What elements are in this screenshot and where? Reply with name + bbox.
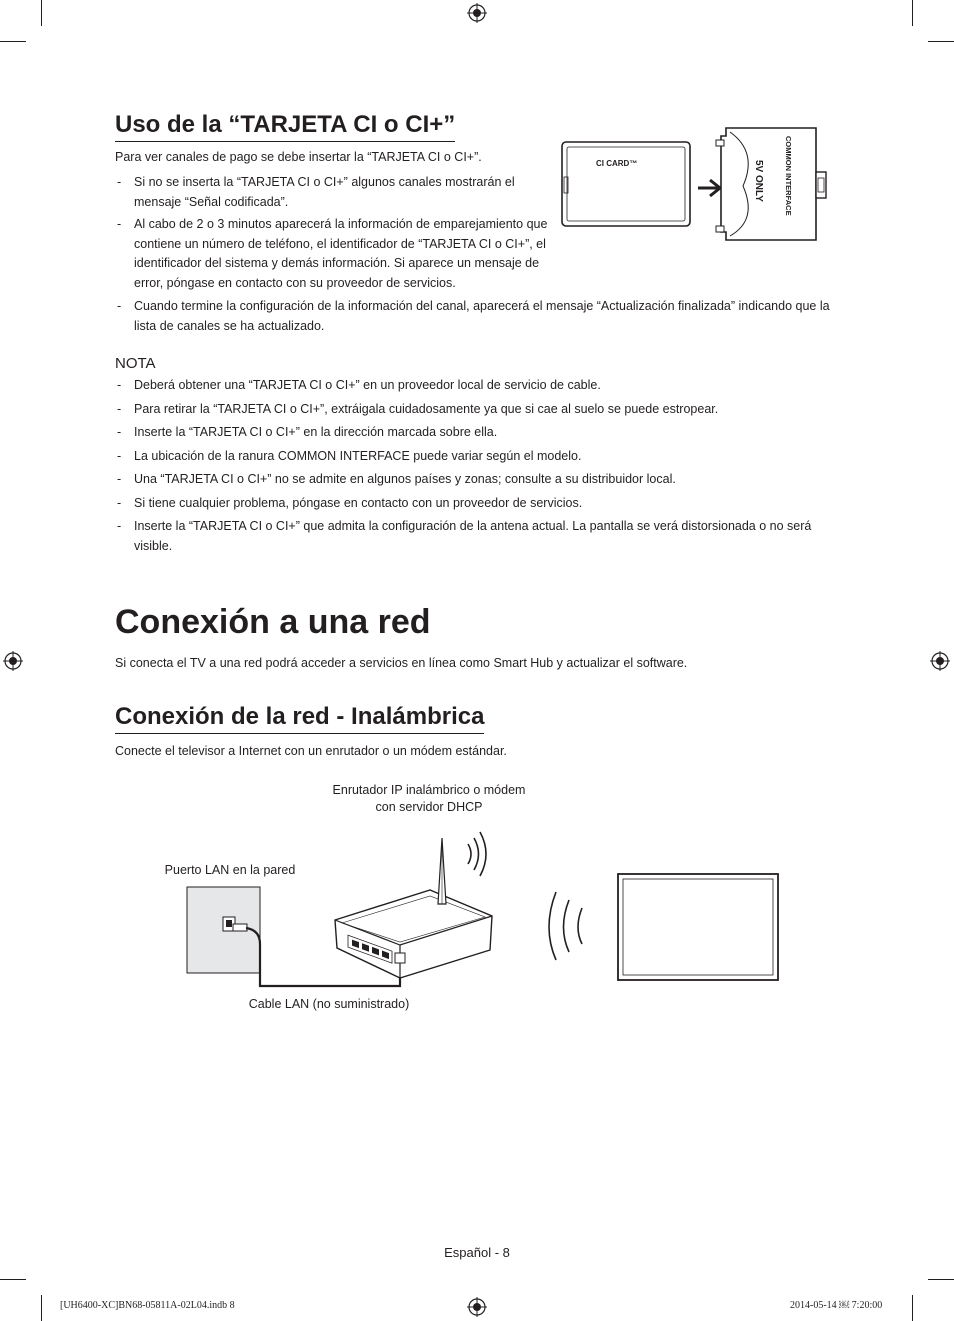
page-number: Español - 8 <box>444 1245 510 1260</box>
network-intro: Si conecta el TV a una red podrá acceder a servicios en línea como Smart Hub y actualizar el software. <box>115 656 688 670</box>
ci-card-illustration <box>558 122 833 250</box>
ci-intro: Para ver canales de pago se debe insertar la “TARJETA CI o CI+”. <box>115 150 482 164</box>
network-section-title: Conexión a una red <box>115 603 431 641</box>
ci-card-label: CI CARD™ <box>596 159 638 168</box>
registration-mark-icon <box>930 651 950 671</box>
registration-mark-icon <box>3 651 23 671</box>
crop-mark <box>912 0 913 26</box>
crop-mark <box>912 1295 913 1321</box>
tv-wifi-waves-icon <box>549 892 582 960</box>
wireless-intro: Conecte el televisor a Internet con un enrutador o un módem estándar. <box>115 744 507 758</box>
crop-mark <box>928 1279 954 1280</box>
registration-mark-icon <box>467 1297 487 1317</box>
list-item: - Si tiene cualquier problema, póngase en contacto con un proveedor de servicios. <box>115 494 830 514</box>
list-item: - La ubicación de la ranura COMMON INTERFACE puede variar según el modelo. <box>115 447 830 467</box>
router-label-line-1: Enrutador IP inalámbrico o módem <box>332 783 526 797</box>
router-wifi-waves-icon <box>468 832 486 876</box>
nota-title: NOTA <box>115 355 156 372</box>
list-item: - Para retirar la “TARJETA CI o CI+”, extráigala cuidadosamente ya que si cae al suelo se puede estropear. <box>115 400 830 420</box>
wall-port-label: Puerto LAN en la pared <box>164 863 296 877</box>
crop-mark <box>41 0 42 26</box>
list-item: - Cuando termine la configuración de la información del canal, aparecerá el mensaje “Actualización finalizada” indicando que la lista de canales se ha actualizado. <box>115 297 830 336</box>
nota-list <box>115 376 830 556</box>
footer-file: [UH6400-XC]BN68-05811A-02L04.indb 8 <box>60 1300 235 1311</box>
footer-date: 2014-05-14 ￼ 7:20:00 <box>790 1300 883 1311</box>
list-item: - Una “TARJETA CI o CI+” no se admite en algunos países y zonas; consulte a su distribuidor local. <box>115 470 830 490</box>
crop-mark <box>0 41 26 42</box>
ci-section-title-wrap <box>115 111 455 142</box>
ci-bullet-list <box>115 173 535 212</box>
wireless-section-title-wrap <box>115 703 484 734</box>
list-item: - Inserte la “TARJETA CI o CI+” en la dirección marcada sobre ella. <box>115 423 830 443</box>
crop-mark <box>41 1295 42 1321</box>
network-diagram <box>180 820 800 992</box>
wireless-section-title: Conexión de la red - Inalámbrica <box>115 703 484 734</box>
crop-mark <box>0 1279 26 1280</box>
tv-icon <box>618 874 778 980</box>
slot-label-common-interface: COMMON INTERFACE <box>784 136 793 216</box>
ci-section-title: Uso de la “TARJETA CI o CI+” <box>115 111 455 142</box>
list-item: - Si no se inserta la “TARJETA CI o CI+” algunos canales mostrarán el mensaje “Señal codificada”. <box>115 173 535 212</box>
registration-mark-icon <box>467 3 487 23</box>
ci-bullet-2-text: - Al cabo de 2 o 3 minutos aparecerá la información de emparejamiento que contiene un número de teléfono, el identificador de “TARJETA CI o CI+”, el identificador del sistema y demás información. Si aparece un mensaje de error, póngase en contacto con su proveedor de servicios. <box>134 217 548 290</box>
ci-bullet-list-2 <box>115 297 830 336</box>
slot-label-5v-only: 5V ONLY <box>753 160 764 202</box>
router-label-line-2: con servidor DHCP <box>375 800 483 814</box>
crop-mark <box>928 41 954 42</box>
router-label <box>309 782 549 816</box>
list-item: - Inserte la “TARJETA CI o CI+” que admita la configuración de la antena actual. La pantalla se verá distorsionada o no será visible. <box>115 517 830 556</box>
wall-port-icon <box>187 887 260 973</box>
router-icon <box>335 838 492 978</box>
list-item: - Deberá obtener una “TARJETA CI o CI+” en un proveedor local de servicio de cable. <box>115 376 830 396</box>
cable-label: Cable LAN (no suministrado) <box>248 997 410 1011</box>
